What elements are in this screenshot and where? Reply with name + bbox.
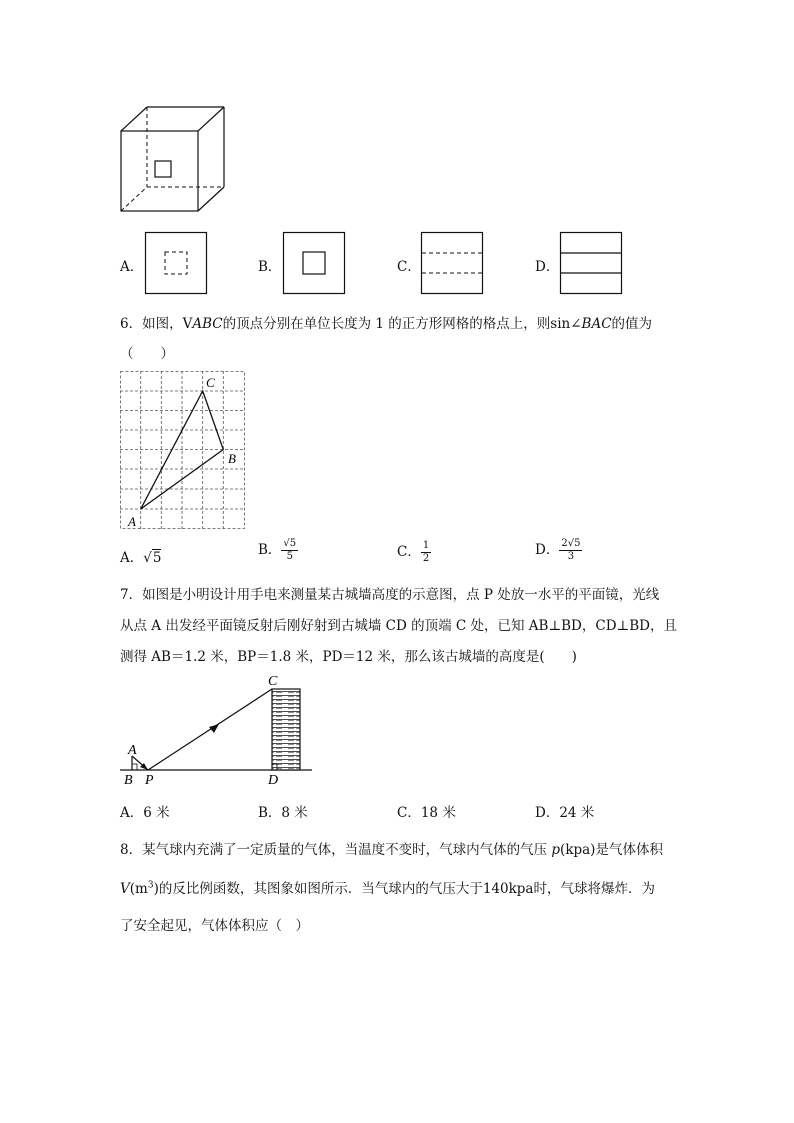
option-label: A． [120,259,144,275]
q7-text-line-3: 测得 AB＝1.2 米，BP＝1.8 米，PD＝12 米，那么该古城墙的高度是( ) [120,649,577,665]
fraction [281,538,298,563]
denominator: 2 [422,553,430,564]
q7-option-a[interactable] [120,801,170,821]
option-label: B． [258,259,282,275]
q6-option-d[interactable] [535,538,582,563]
city-wall [272,689,300,770]
q6-option-c[interactable] [397,540,431,565]
option-value: 8 米 [281,805,308,821]
q6-option-b[interactable] [258,538,298,563]
q8-text-line-3: 了安全起见，气体体积应（ ） [120,918,309,934]
q6-grid-figure [120,371,245,529]
denominator: 5 [286,551,293,562]
option-label: A． [120,805,144,821]
q7-wall-figure [118,672,318,788]
q8-text-line-1 [120,838,663,858]
option-label: D． [535,805,560,821]
label-b: B [124,773,133,788]
label-a: A [128,514,136,529]
option-label: D． [535,259,560,275]
label-p: P [145,773,154,788]
q6-answer-paren: （ ） [120,346,174,362]
q8-unit-m3-close: ) [153,881,159,897]
option-value: 18 米 [420,805,456,821]
q8-text-end: 是气体体积 [595,842,663,858]
option-label: D． [535,542,560,558]
q5-cube-figure [118,104,258,214]
q8-text-end: 时，气球将爆炸．为 [533,881,655,897]
option-value: 6 米 [143,805,170,821]
label-b: B [228,451,236,466]
q6-question-text [120,312,652,332]
option-label: A． [120,550,144,566]
option-label: B． [258,805,282,821]
q6-tri-symbol: V [182,316,193,332]
sqrt-symbol: √ [143,550,152,566]
option-label: C． [397,259,421,275]
q8-unit-kpa: (kpa) [560,842,596,858]
fraction [559,538,582,563]
q5-view-a-icon [145,232,207,294]
label-c: C [268,674,278,689]
q7-option-d[interactable] [535,801,594,821]
q6-text-mid: 的顶点分别在单位长度为 1 的正方形网格的格点上，则 [222,316,551,332]
q6-number: 6．如图， [120,316,183,332]
q8-var-v: V [120,881,130,897]
q6-angle: ∠ [570,316,582,332]
option-label: C． [397,544,421,560]
q5-view-c-icon [421,232,483,294]
q6-text-end: 的值为 [611,316,653,332]
q8-text-start: 8．某气球内充满了一定质量的气体，当温度不变时，气球内气体的气压 [120,842,552,858]
q6-abc: ABC [192,316,223,332]
option-label: C． [397,805,421,821]
q8-var-p: p [551,842,561,858]
label-d: D [268,773,279,788]
q5-view-b-icon [283,232,345,294]
option-value: 24 米 [559,805,595,821]
option-value: 5 [152,550,162,566]
numerator: 2√5 [561,538,581,549]
q7-text-line-1: 7．如图是小明设计用手电来测量某古城墙高度的示意图，点 P 处放一水平的平面镜，光线 [120,587,660,603]
q8-text-line-2 [120,877,655,897]
option-label: B． [258,542,282,558]
q8-text-mid: 的反比例函数，其图象如图所示．当气球内的气压大于 [158,881,483,897]
q6-option-a[interactable] [120,546,161,566]
q6-sin: sin [550,316,571,332]
q8-unit-m3-open: (m [129,881,148,897]
q7-option-b[interactable] [258,801,308,821]
numerator: 1 [422,540,430,551]
label-a: A [128,743,137,758]
q5-view-d-icon [560,232,622,294]
fraction [421,540,431,565]
q7-text-line-2: 从点 A 出发经平面镜反射后刚好射到古城墙 CD 的顶端 C 处，已知 AB⊥BD，CD⊥BD，且 [120,618,677,634]
label-c: C [206,375,215,390]
q7-option-c[interactable] [397,801,456,821]
q8-pressure-value: 140kpa [482,881,534,897]
q6-bac: BAC [581,316,612,332]
q8-unit-m3-sup: 3 [147,880,154,891]
denominator: 3 [567,551,575,562]
numerator: √5 [283,538,297,549]
